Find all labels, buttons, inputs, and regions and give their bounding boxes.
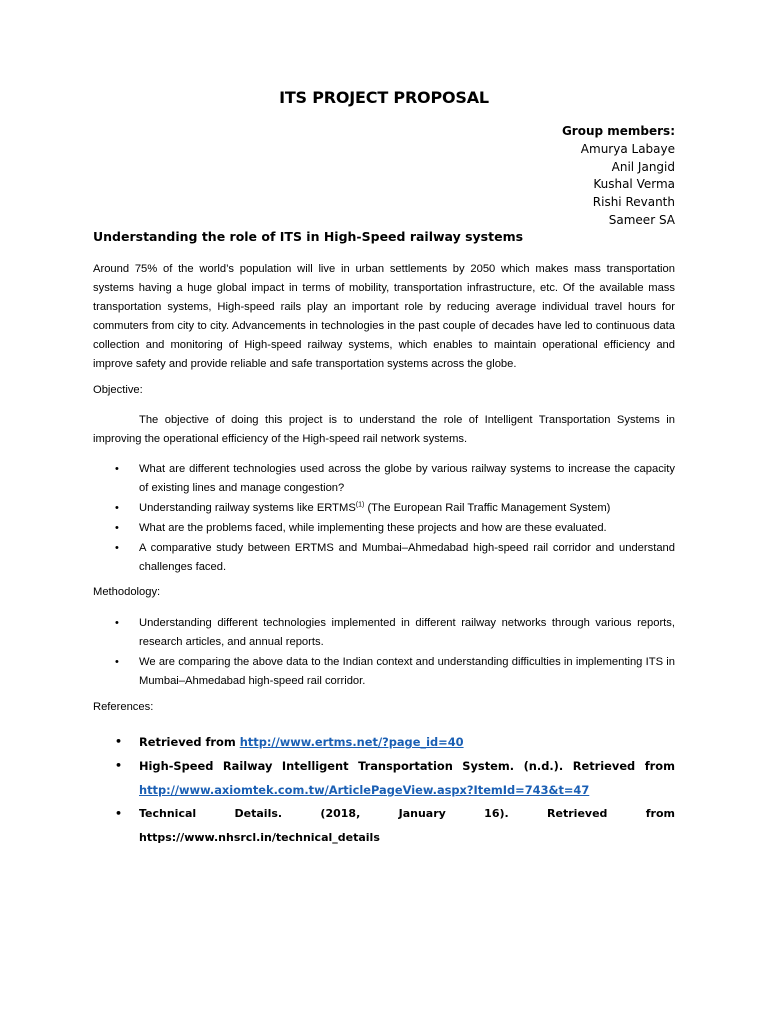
bullet-icon: • (115, 807, 123, 820)
references-label: References: (93, 701, 154, 713)
member-name: Amurya Labaye (580, 141, 675, 156)
reference-citation: High-Speed Railway Intelligent Transportation System. (n.d.). Retrieved from (139, 759, 675, 773)
list-item: • We are comparing the above data to the Indian context and understanding difficulties in implementing ITS in Mumbai–Ahmedabad high-speed rail corridor. (93, 653, 675, 691)
member-name: Kushal Verma (593, 177, 675, 192)
member-name: Rishi Revanth (592, 195, 675, 210)
reference-link[interactable]: http://www.axiomtek.com.tw/ArticlePageView.aspx?ItemId=743&t=47 (139, 783, 590, 797)
reference-item (93, 754, 675, 802)
list-item: • Understanding different technologies implemented in different railway networks through various reports, research articles, and annual reports. (93, 614, 675, 652)
list-item: • A comparative study between ERTMS and Mumbai–Ahmedabad high-speed rail corridor and understand challenges faced. (93, 539, 675, 577)
references-list (93, 730, 675, 850)
list-item: • What are the problems faced, while implementing these projects and how are these evaluated. (93, 519, 675, 538)
objective-label: Objective: (93, 384, 143, 396)
objective-list (93, 460, 675, 578)
page-title: ITS PROJECT PROPOSAL (279, 88, 489, 107)
group-heading: Group members: (561, 124, 675, 138)
methodology-label: Methodology: (93, 586, 161, 598)
bullet-icon: • (115, 656, 119, 668)
list-item: • Understanding railway systems like ERTMS$^{(1)}$ (The European Rail Traffic Management System) (93, 499, 675, 518)
footnote-marker: (1) (355, 501, 365, 509)
bullet-icon: • (115, 522, 119, 534)
bullet-icon: • (115, 463, 119, 475)
list-item: • What are different technologies used across the globe by various railway systems to increase the capacity of existing lines and manage congestion? (93, 460, 675, 498)
member-name: Sameer SA (608, 212, 675, 227)
reference-link[interactable]: http://www.ertms.net/?page_id=40 (239, 735, 464, 749)
reference-item: • Retrieved from http://www.ertms.net/?page_id=40 (93, 730, 675, 754)
intro-paragraph: Around 75% of the world’s population will live in urban settlements by 2050 which makes mass transportation systems having a huge global impact in terms of mobility, transportation infrastructure, etc. Of the available mass transportation systems, High-speed rails play an important role by reducing average individual travel hours for commuters from city to city. Advancements in technologies in the past couple of decades have led to continuous data collection and monitoring of High-speed railway systems, which enables to maintain operational efficiency and improve safety and provide reliable and safe transportation systems across the globe. (93, 263, 675, 370)
group-members (562, 123, 675, 230)
bullet-icon: • (115, 502, 119, 514)
bullet-icon: • (115, 735, 123, 748)
bullet-icon: • (115, 542, 119, 554)
member-name: Anil Jangid (611, 159, 675, 174)
bullet-icon: • (115, 617, 119, 629)
bullet-icon: • (115, 759, 123, 772)
reference-item: • Technical Details. (2018, January 16). Retrieved from https://www.nhsrcl.in/technical_details (93, 802, 675, 850)
objective-paragraph: The objective of doing this project is to understand the role of Intelligent Transportation Systems in improving the operational efficiency of the High-speed rail network systems. (93, 414, 675, 445)
methodology-list (93, 614, 675, 692)
section-subtitle: Understanding the role of ITS in High-Speed railway systems (93, 229, 524, 244)
